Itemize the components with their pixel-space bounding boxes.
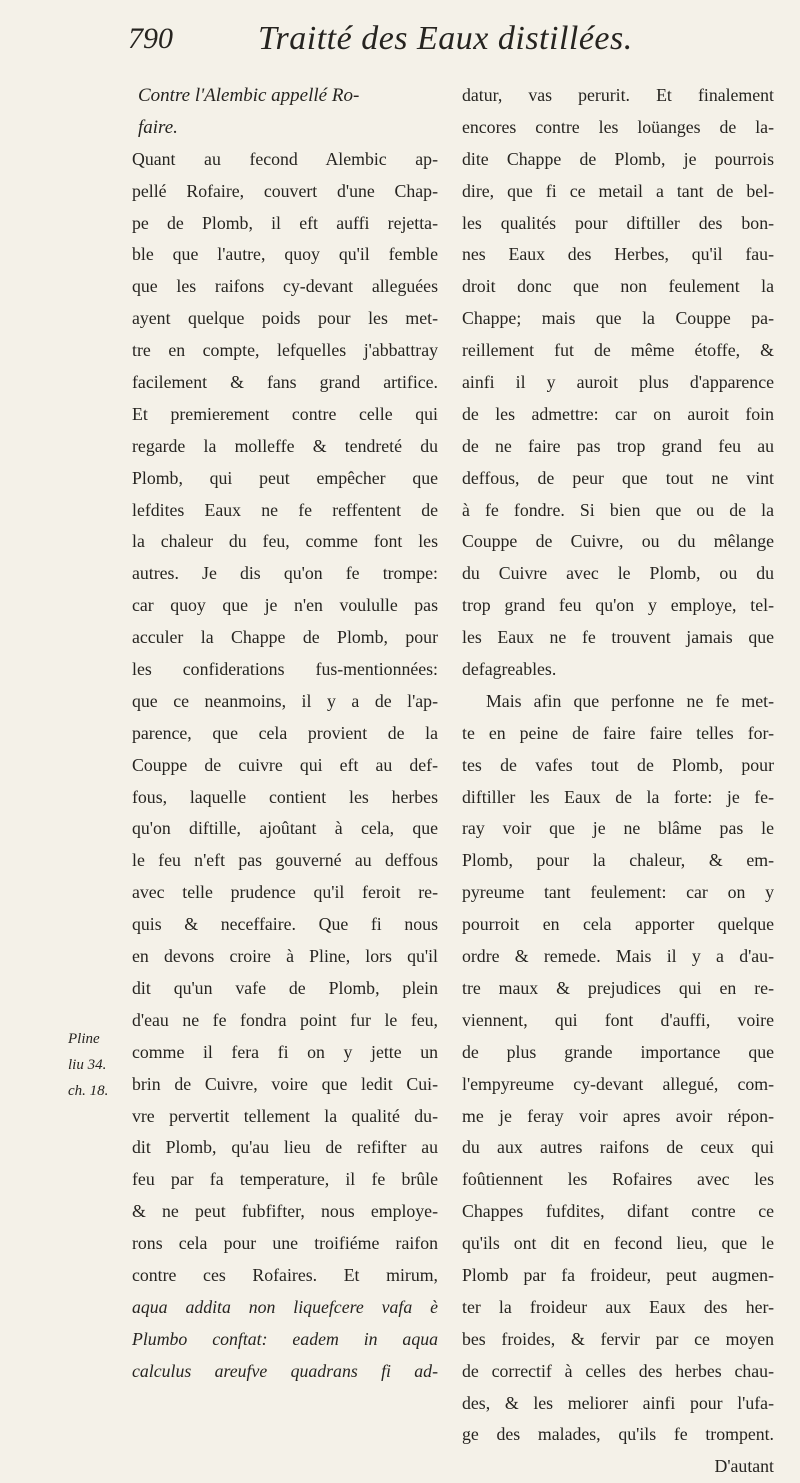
text-line: ge des malades, qu'ils fe trompent.	[462, 1424, 774, 1445]
latin-quote-line: aqua addita non liquefcere vafa è	[132, 1296, 438, 1317]
margin-note-line: liu 34.	[68, 1057, 107, 1073]
text-line: de les admettre: car on auroit foin	[462, 403, 774, 424]
text-line: parence, que cela provient de la	[132, 722, 438, 743]
text-line: ayent quelque poids pour les met-	[132, 308, 438, 329]
left-column	[132, 80, 438, 1388]
text-line: ray voir que je ne blâme pas le	[462, 818, 774, 839]
text-line: de correctif à celles des herbes chau-	[462, 1360, 774, 1381]
text-line: du aux autres raifons de ceux qui	[462, 1137, 774, 1158]
text-line: te en peine de faire faire telles for-	[462, 722, 774, 743]
text-line: encores contre les loüanges de la-	[462, 116, 774, 137]
text-line: contre ces Rofaires. Et mirum,	[132, 1264, 438, 1285]
text-line: quis & neceffaire. Que fi nous	[132, 914, 438, 935]
text-line: rons cela pour une troifiéme raifon	[132, 1233, 438, 1254]
text-line: ainfi il y auroit plus d'apparence	[462, 372, 774, 393]
text-line: regarde la molleffe & tendreté du	[132, 435, 438, 456]
text-line: le feu n'eft pas gouverné au deffous	[132, 850, 438, 871]
text-line: defagreables.	[462, 659, 557, 680]
text-line: la chaleur du feu, comme font les	[132, 531, 438, 552]
text-line: viennent, qui font d'auffi, voire	[462, 1009, 774, 1030]
text-line: Couppe de Cuivre, ou du mêlange	[462, 531, 774, 552]
text-line: à fe fondre. Si bien que ou de la	[462, 499, 774, 520]
text-line: avec telle prudence qu'il feroit re-	[132, 882, 438, 903]
text-line: pe de Plomb, il eft auffi rejetta-	[132, 212, 438, 233]
text-line: comme il fera fi on y jette un	[132, 1041, 438, 1062]
text-line: & ne peut fubfifter, nous employe-	[132, 1201, 438, 1222]
margin-note-line: ch. 18.	[68, 1083, 109, 1099]
text-line: dite Chappe de Plomb, je pourrois	[462, 148, 774, 169]
text-line: que ce neanmoins, il y a de l'ap-	[132, 690, 438, 711]
text-line: trop grand feu qu'on y employe, tel-	[462, 595, 774, 616]
text-line: de ne faire pas trop grand feu au	[462, 435, 774, 456]
text-line: des, & les meliorer ainfi pour l'ufa-	[462, 1392, 774, 1413]
text-line: diftiller les Eaux de la forte: je fe-	[462, 786, 774, 807]
text-line: en devons croire à Pline, lors qu'il	[132, 946, 438, 967]
text-line: bes froides, & fervir par ce moyen	[462, 1328, 774, 1349]
text-line: les Eaux ne fe trouvent jamais que	[462, 627, 774, 648]
text-line: autres. Je dis qu'on fe trompe:	[132, 563, 438, 584]
page-number: 790	[128, 22, 173, 55]
text-line: tre maux & prejudices qui en re-	[462, 977, 774, 998]
text-line: reillement fut de même étoffe, &	[462, 340, 774, 361]
text-line: deffous, de peur que tout ne vint	[462, 467, 774, 488]
text-line: pourroit en cela apporter quelque	[462, 914, 774, 935]
text-line: acculer la Chappe de Plomb, pour	[132, 627, 438, 648]
running-head	[128, 20, 768, 60]
text-line: lefdites Eaux ne fe reffentent de	[132, 499, 438, 520]
text-line: car quoy que je n'en voululle pas	[132, 595, 438, 616]
text-line: dit qu'un vafe de Plomb, plein	[132, 977, 438, 998]
text-line: qu'on diftille, ajoûtant à cela, que	[132, 818, 438, 839]
latin-quote-line: calculus areufve quadrans fi ad-	[132, 1360, 438, 1381]
text-line: foûtiennent les Rofaires avec les	[462, 1169, 774, 1190]
text-line: l'empyreume cy-devant allegué, com-	[462, 1073, 774, 1094]
text-line: Chappe; mais que la Couppe pa-	[462, 308, 774, 329]
text-line: Quant au fecond Alembic ap-	[132, 148, 438, 169]
margin-note-line: Pline	[68, 1031, 100, 1047]
section-heading-continued: faire.	[138, 116, 178, 138]
text-line: facilement & fans grand artifice.	[132, 372, 438, 393]
text-line: feu par fa temperature, il fe brûle	[132, 1169, 438, 1190]
text-line: tre en compte, lefquelles j'abbattray	[132, 340, 438, 361]
text-line: datur, vas perurit. Et finalement	[462, 85, 774, 105]
text-line: pellé Rofaire, couvert d'une Chap-	[132, 180, 438, 201]
text-line: fous, laquelle contient les herbes	[132, 786, 438, 807]
paragraph-start-line: Mais afin que perfonne ne fe met-	[486, 690, 774, 711]
text-line: de plus grande importance que	[462, 1041, 774, 1062]
catchword: D'autant	[714, 1456, 774, 1477]
text-line: pyreume tant feulement: car on y	[462, 882, 774, 903]
text-line: Couppe de cuivre qui eft au def-	[132, 754, 438, 775]
text-line: les confiderations fus-mentionnées:	[132, 659, 438, 680]
text-line: les qualités pour diftiller des bon-	[462, 212, 774, 233]
text-line: du Cuivre avec le Plomb, ou du	[462, 563, 774, 584]
text-line: ordre & remede. Mais il y a d'au-	[462, 946, 774, 967]
text-line: me je feray voir apres avoir répon-	[462, 1105, 774, 1126]
text-line: brin de Cuivre, voire que ledit Cui-	[132, 1073, 438, 1094]
text-line: Plomb, qui peut empêcher que	[132, 467, 438, 488]
text-line: dit Plomb, qu'au lieu de refifter au	[132, 1137, 438, 1158]
text-line: d'eau ne fe fondra point fur le feu,	[132, 1009, 438, 1030]
text-line: tes de vafes tout de Plomb, pour	[462, 754, 774, 775]
text-line: Chappes fufdites, difant contre ce	[462, 1201, 774, 1222]
latin-quote-line: Plumbo conftat: eadem in aqua	[132, 1328, 438, 1349]
book-title: Traitté des Eaux distillées.	[258, 20, 633, 57]
right-column	[462, 80, 774, 1483]
text-line: Plomb par fa froideur, peut augmen-	[462, 1264, 774, 1285]
text-line: dire, que fi ce metail a tant de bel-	[462, 180, 774, 201]
text-line: vre pervertit tellement la qualité du-	[132, 1105, 438, 1126]
text-line: Et premierement contre celle qui	[132, 403, 438, 424]
text-line: ter la froideur aux Eaux des her-	[462, 1296, 774, 1317]
section-heading: Contre l'Alembic appellé Ro-	[138, 85, 360, 106]
text-line: ble que l'autre, quoy qu'il femble	[132, 244, 438, 265]
text-line: Plomb, pour la chaleur, & em-	[462, 850, 774, 871]
text-line: que les raifons cy-devant alleguées	[132, 276, 438, 297]
text-line: nes Eaux des Herbes, qu'il fau-	[462, 244, 774, 265]
margin-note	[68, 1026, 128, 1104]
text-line: qu'ils ont dit en fecond lieu, que le	[462, 1233, 774, 1254]
text-line: droit donc que non feulement la	[462, 276, 774, 297]
